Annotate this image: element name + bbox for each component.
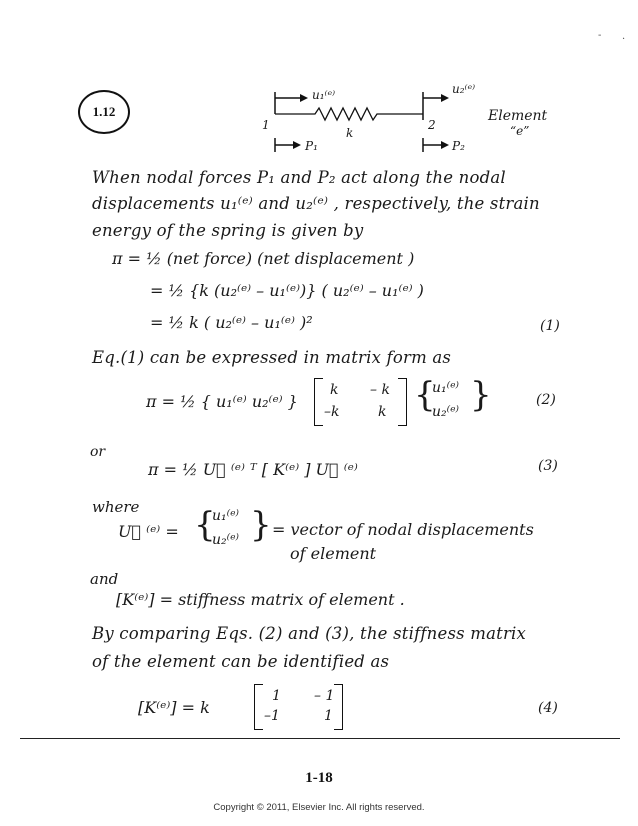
- u2-arrowhead: [441, 94, 449, 102]
- matrix-bracket-right: [398, 378, 407, 426]
- text-compare-1: By comparing Eqs. (2) and (3), the stiffness matrix: [92, 624, 527, 643]
- text-compare-2: of the element can be identified as: [92, 652, 390, 671]
- problem-number: 1.12: [92, 104, 116, 119]
- eq4-matrix-22: 1: [324, 708, 333, 724]
- vector-brace-right: }: [470, 375, 492, 415]
- eq2-matrix-11: k: [330, 382, 339, 398]
- eq4-matrix-12: – 1: [314, 688, 335, 704]
- problem-number-badge: [78, 90, 130, 134]
- spring-k-label: k: [346, 126, 354, 140]
- eq4-matrix-21: –1: [264, 708, 280, 724]
- spring: [275, 108, 423, 120]
- equation-pi-step2: = ½ {k (u₂⁽ᵉ⁾ – u₁⁽ᵉ⁾)} ( u₂⁽ᵉ⁾ – u₁⁽ᵉ⁾ ): [150, 281, 424, 300]
- corner-mark: ·: [622, 34, 626, 45]
- p2-label: P₂: [452, 139, 465, 153]
- text-and: and: [90, 570, 119, 588]
- equation-number-3: (3): [538, 458, 558, 474]
- node1-label: 1: [262, 118, 270, 132]
- u-vector-brace-left: {: [194, 505, 216, 545]
- u1-arrowhead: [300, 94, 308, 102]
- equation-2-lhs: π = ½ { u₁⁽ᵉ⁾ u₂⁽ᵉ⁾ }: [146, 392, 298, 411]
- eq2-matrix-21: –k: [324, 404, 340, 420]
- p1-arrowhead: [293, 141, 301, 149]
- eq2-vector-1: u₁⁽ᵉ⁾: [432, 380, 459, 396]
- eq2-matrix-22: k: [378, 404, 387, 420]
- equation-pi-definition: π = ½ (net force) (net displacement ): [112, 249, 415, 268]
- eq4-matrix-11: 1: [272, 688, 281, 704]
- eq4-bracket-left: [254, 684, 263, 730]
- equation-pi-step3: = ½ k ( u₂⁽ᵉ⁾ – u₁⁽ᵉ⁾ )²: [150, 313, 313, 332]
- u-vector-lhs: U⃗ ⁽ᵉ⁾ =: [118, 522, 179, 541]
- element-label: Element: [488, 108, 548, 124]
- text-line-2: displacements u₁⁽ᵉ⁾ and u₂⁽ᵉ⁾ , respectively, the strain: [92, 194, 540, 213]
- u-vector-description-2: of element: [290, 544, 377, 563]
- equation-number-2: (2): [536, 392, 556, 408]
- u2-label: u₂⁽ᵉ⁾: [452, 82, 476, 96]
- u-vector-entry-1: u₁⁽ᵉ⁾: [212, 508, 239, 524]
- spring-diagram: [255, 70, 455, 160]
- u-vector-description: = vector of nodal displacements: [272, 520, 534, 539]
- text-line-3: energy of the spring is given by: [92, 221, 364, 240]
- p1-label: P₁: [305, 139, 318, 153]
- equation-number-4: (4): [538, 700, 558, 716]
- element-tag: “e”: [510, 124, 530, 138]
- corner-mark: -: [598, 30, 602, 41]
- u-vector-entry-2: u₂⁽ᵉ⁾: [212, 532, 239, 548]
- node2-label: 2: [428, 118, 436, 132]
- text-where: where: [92, 498, 140, 516]
- matrix-bracket-left: [314, 378, 323, 426]
- equation-number-1: (1): [540, 318, 560, 334]
- equation-3: π = ½ U⃗ ⁽ᵉ⁾ ᵀ [ K⁽ᵉ⁾ ] U⃗ ⁽ᵉ⁾: [148, 460, 358, 479]
- footer-rule: [20, 738, 620, 739]
- page-number: 1-18: [305, 770, 333, 786]
- text-line-1: When nodal forces P₁ and P₂ act along the nodal: [92, 168, 506, 187]
- u1-label: u₁⁽ᵉ⁾: [312, 88, 336, 102]
- text-or: or: [90, 444, 106, 460]
- vector-brace-left: {: [414, 375, 436, 415]
- u-vector-brace-right: }: [250, 505, 272, 545]
- equation-4-lhs: [K⁽ᵉ⁾] = k: [138, 698, 210, 717]
- text-matrix-intro: Eq.(1) can be expressed in matrix form as: [92, 348, 452, 367]
- p2-arrowhead: [441, 141, 449, 149]
- eq2-matrix-12: – k: [370, 382, 390, 398]
- stiffness-matrix-definition: [K⁽ᵉ⁾] = stiffness matrix of element .: [116, 590, 405, 609]
- eq2-vector-2: u₂⁽ᵉ⁾: [432, 404, 459, 420]
- eq4-bracket-right: [334, 684, 343, 730]
- copyright-notice: Copyright © 2011, Elsevier Inc. All rights reserved.: [213, 802, 425, 813]
